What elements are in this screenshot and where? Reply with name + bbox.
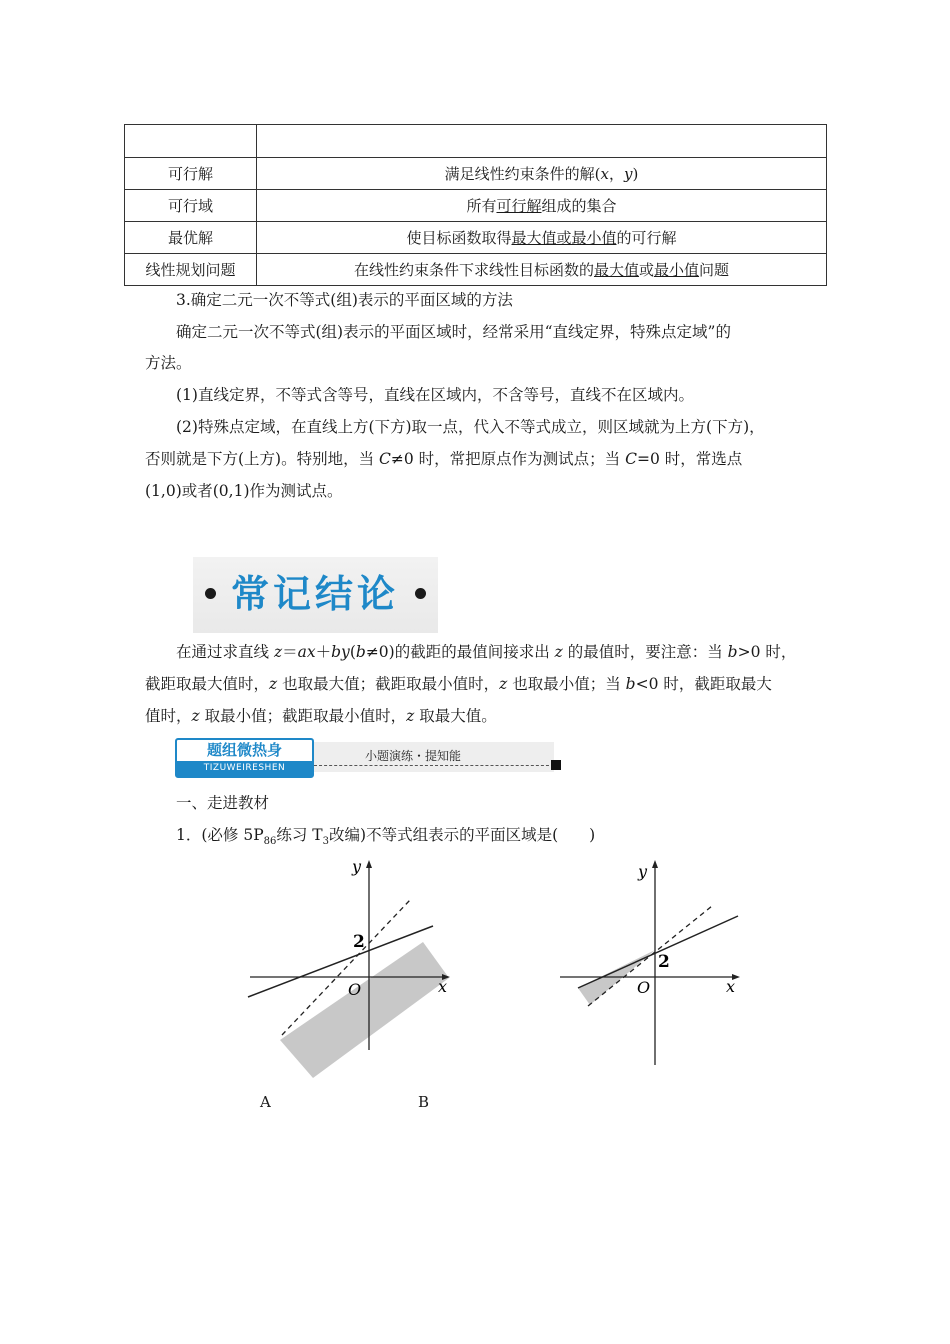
banner-title: 常记结论 <box>231 572 400 616</box>
question-1: 1．(必修 $5P_{86}$练习 $T_3$改编)不等式组表示的平面区域是( ) <box>176 826 596 848</box>
definition-segment: 可行解 <box>496 197 542 215</box>
graph-a-origin-label: O <box>348 980 362 999</box>
header-end-square <box>551 760 561 770</box>
section3-paragraph-3-end: (1,0)或者(0,1)作为测试点。 <box>145 482 343 500</box>
definition-table <box>124 124 827 286</box>
header-badge <box>175 738 314 778</box>
header-dashed-rule <box>314 765 554 766</box>
definition-segment: 满足线性约束条件的解( <box>444 165 601 183</box>
definition-segment: 问题 <box>699 261 730 279</box>
section3-paragraph-2: (1)直线定界，不等式含等号，直线在区域内，不含等号，直线不在区域内。 <box>176 386 694 404</box>
term-cell: 线性规划问题 <box>125 254 257 286</box>
table-row <box>125 222 827 254</box>
conclusion-line-2: 截距取最大值时，z 也取最大值；截距取最小值时，z 也取最小值；当 b<0 时，截距取最大 <box>145 675 772 693</box>
definition-cell <box>257 254 827 286</box>
definition-cell <box>257 190 827 222</box>
definition-segment: y <box>624 165 633 183</box>
definition-segment: 在线性约束条件下求线性目标函数的 <box>353 261 594 279</box>
table-row <box>125 125 827 158</box>
badge-pinyin: TIZUWEIRESHEN <box>177 761 312 776</box>
section3-paragraph-1: 确定二元一次不等式(组)表示的平面区域时，经常采用“直线定界，特殊点定域”的 <box>176 323 731 341</box>
graph-a <box>240 850 460 1080</box>
term-cell <box>125 125 257 158</box>
header-subtitle: 小题演练・提知能 <box>365 749 462 763</box>
definition-segment: 使目标函数取得 <box>406 229 512 247</box>
term-cell: 可行域 <box>125 190 257 222</box>
graph-a-x-label: x <box>438 977 448 996</box>
graph-b-origin-label: O <box>637 978 651 997</box>
conclusion-line-3: 值时，z 取最小值；截距取最小值时，z 取最大值。 <box>145 707 497 725</box>
definition-segment: 最大值 <box>593 261 639 279</box>
conclusion-banner <box>193 557 438 633</box>
definition-cell <box>257 158 827 190</box>
conclusion-line-1: 在通过求直线 z＝ax＋by(b≠0)的截距的最值间接求出 z 的最值时，要注意：当 b>0 时， <box>176 643 797 661</box>
definition-segment: 组成的集合 <box>541 197 617 215</box>
section3-paragraph-3: (2)特殊点定域，在直线上方(下方)取一点，代入不等式成立，则区域就为上方(下方)， <box>176 418 765 436</box>
graph-b-x-label: x <box>726 977 736 996</box>
term-cell: 可行解 <box>125 158 257 190</box>
definition-segment: 最小值 <box>654 261 700 279</box>
table-row <box>125 190 827 222</box>
term-cell: 最优解 <box>125 222 257 254</box>
definition-segment: 的可行解 <box>616 229 677 247</box>
exercise-section-header <box>175 738 565 776</box>
graph-b <box>550 850 750 1070</box>
definition-segment: 所有 <box>466 197 497 215</box>
banner-left-dot <box>205 588 216 599</box>
option-b-label: B <box>418 1093 430 1111</box>
graph-b-y-arrow <box>652 860 658 868</box>
graph-a-y-label: y <box>352 857 362 876</box>
definition-segment: 或 <box>638 261 654 279</box>
graph-b-intercept-label: 2 <box>658 952 670 972</box>
badge-title: 题组微热身 <box>206 741 282 759</box>
banner-right-dot <box>415 588 426 599</box>
definition-segment: x <box>600 165 609 183</box>
definition-cell <box>257 125 827 158</box>
definition-segment: ， <box>608 165 624 183</box>
option-a-label: A <box>260 1093 271 1111</box>
graph-b-y-label: y <box>638 862 648 881</box>
definition-segment: ) <box>632 165 639 183</box>
section3-heading: 3.确定二元一次不等式(组)表示的平面区域的方法 <box>176 291 513 309</box>
section3-paragraph-3-cont: 否则就是下方(上方)。特别地，当 C≠0 时，常把原点作为测试点；当 C=0 时，常选点 <box>145 450 743 468</box>
section3-paragraph-1-cont: 方法。 <box>145 354 192 372</box>
definition-segment: 最大值或最小值 <box>511 229 617 247</box>
graph-a-intercept-label: 2 <box>353 932 365 952</box>
graph-a-y-arrow <box>366 860 372 868</box>
graph-a-shaded-region <box>280 942 449 1078</box>
definition-cell <box>257 222 827 254</box>
table-row <box>125 158 827 190</box>
exercise-part-title: 一、走进教材 <box>176 794 270 812</box>
table-row <box>125 254 827 286</box>
